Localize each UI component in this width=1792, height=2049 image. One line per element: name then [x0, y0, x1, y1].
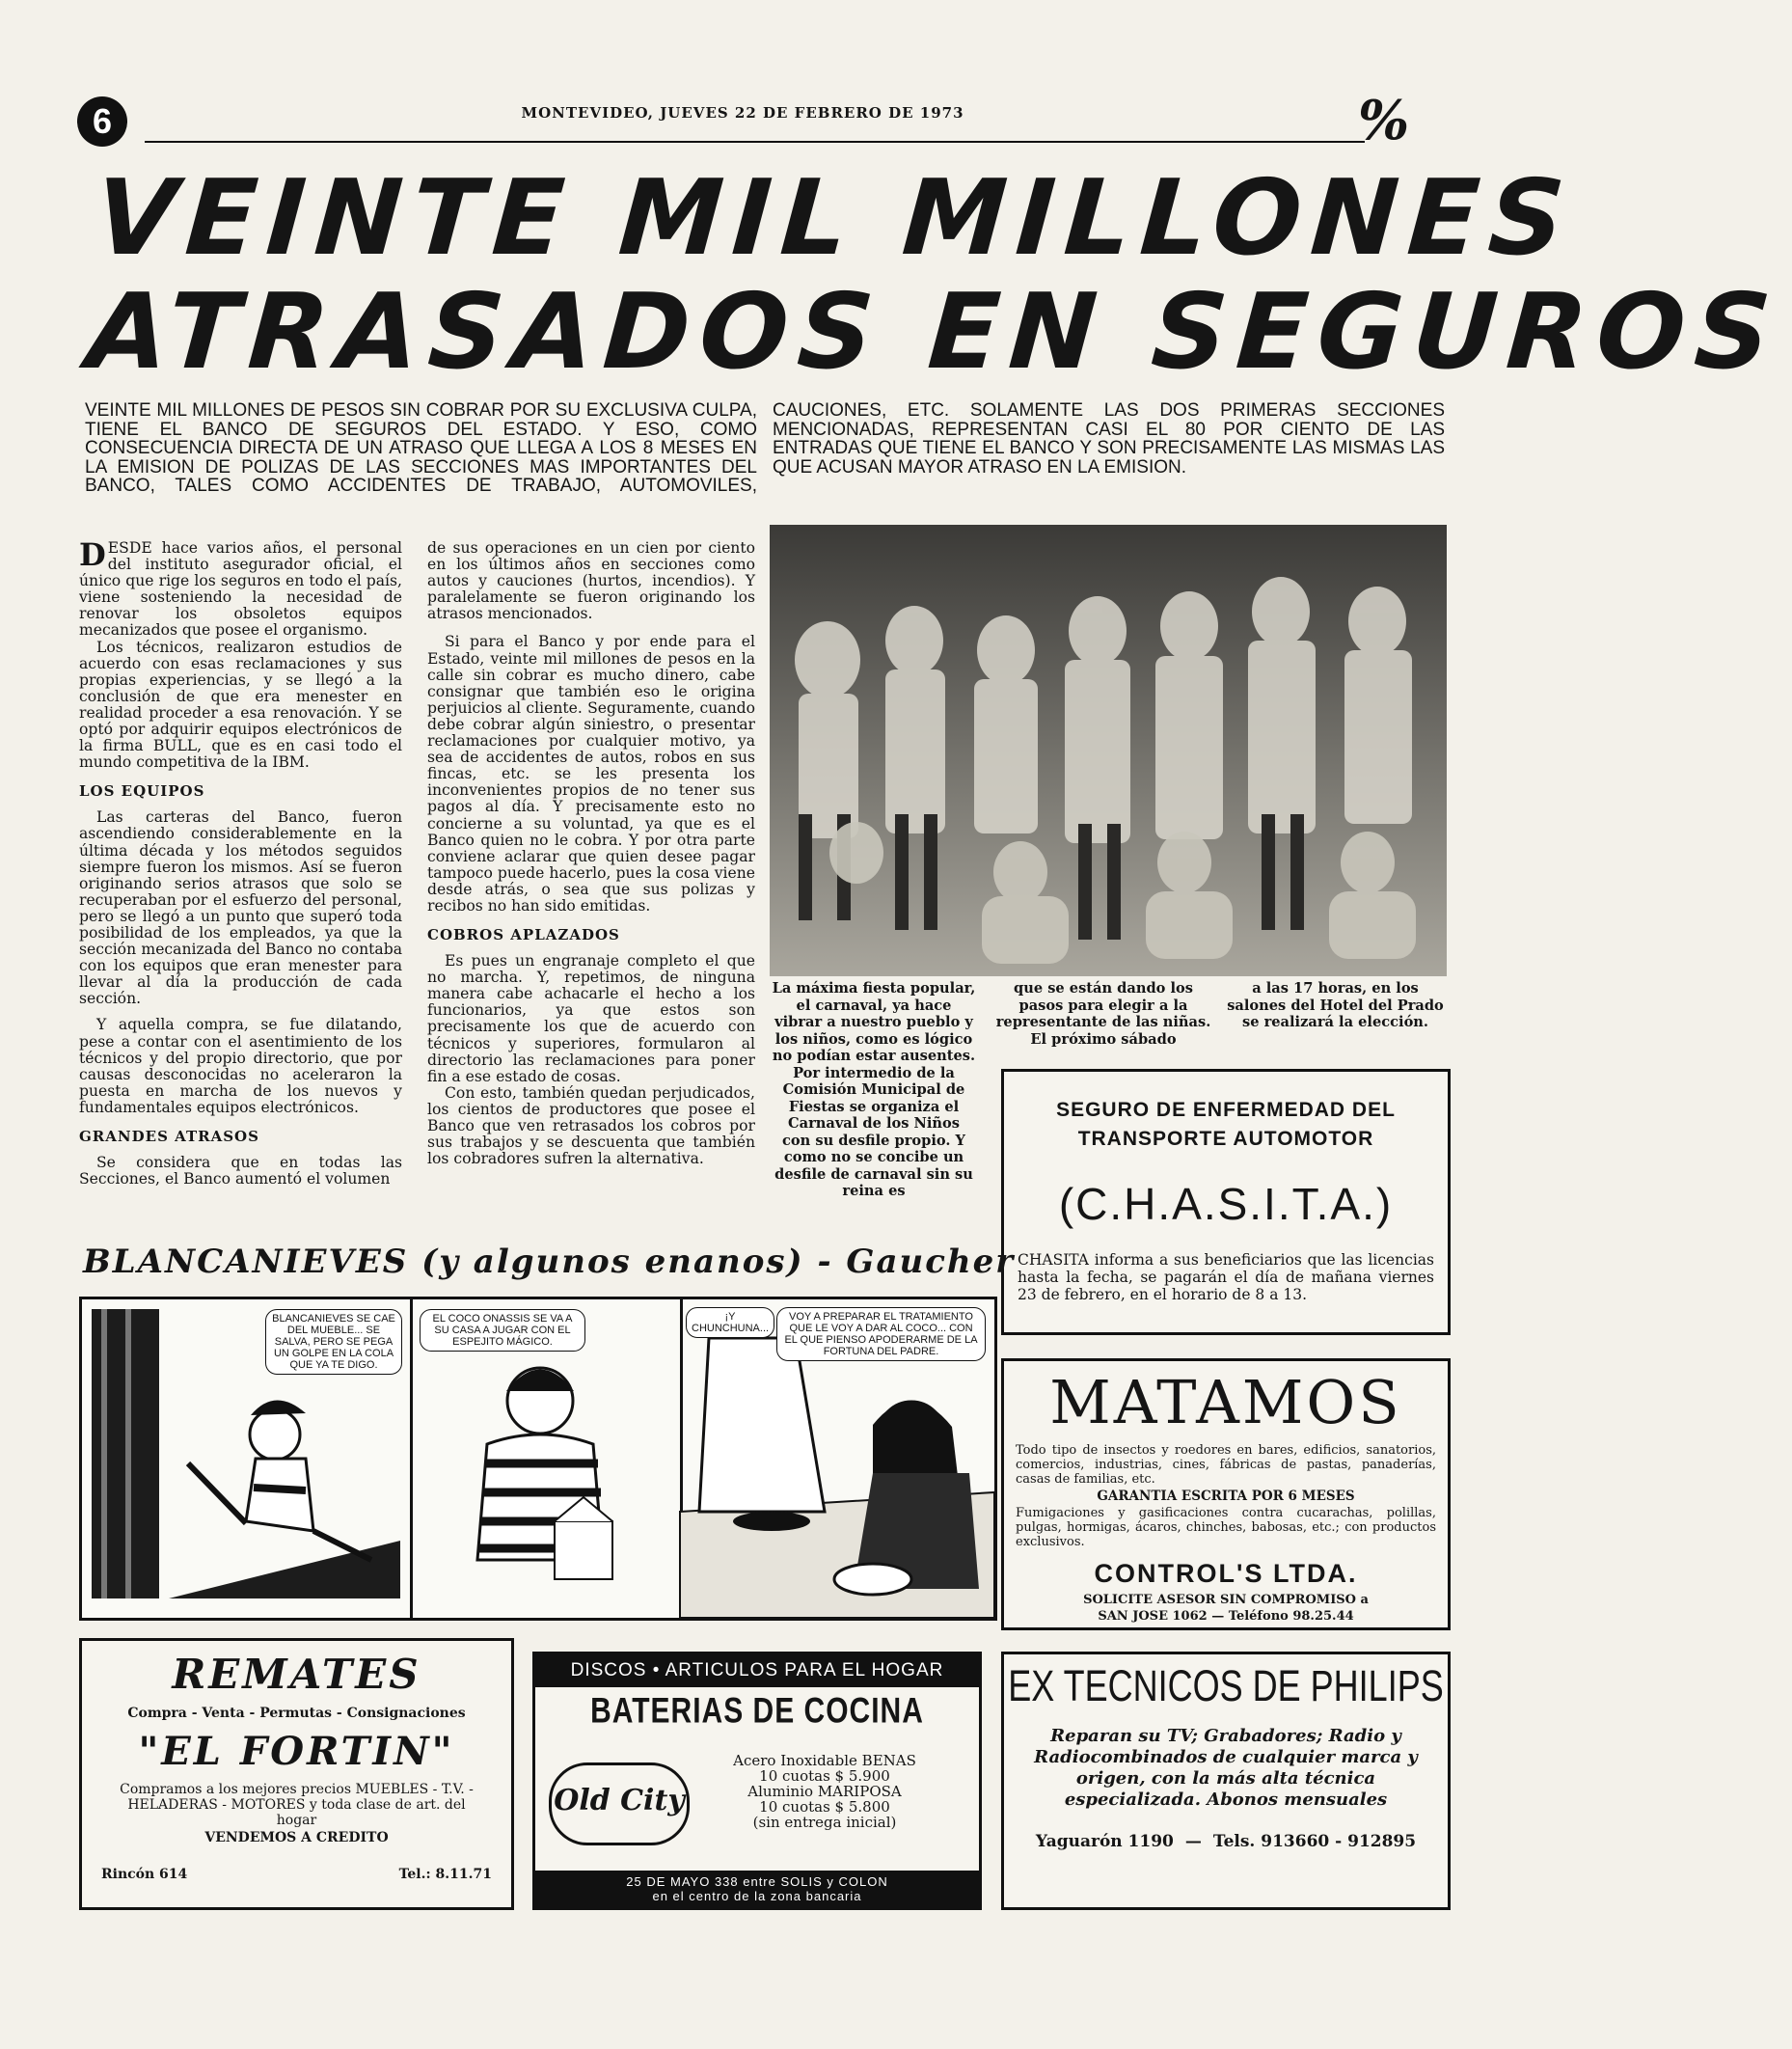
comic-bubble: VOY A PREPARAR EL TRATAMIENTO QUE LE VOY A DAR AL COCO... CON EL QUE PIENSO APODERARME DE LA FORTUNA DEL PADRE.: [776, 1307, 986, 1361]
ad-brand: (C.H.A.S.I.T.A.): [1058, 1179, 1394, 1229]
ad-phone: Teléfono 98.25.44: [1228, 1609, 1354, 1624]
page-number: 6: [77, 96, 127, 147]
ad-address-line: 25 DE MAYO 338 entre SOLIS y COLON: [626, 1874, 888, 1889]
ad-guarantee: GARANTIA ESCRITA POR 6 MESES: [1097, 1489, 1355, 1504]
ad-matamos: [1001, 1358, 1451, 1630]
ad-body: Fumigaciones y gasificaciones contra cucarachas, polillas, pulgas, hormigas, ácaros, chinches, babosas, etc.; con productos exclusivos.: [1016, 1506, 1436, 1549]
comic-panel-3: [680, 1299, 994, 1618]
ad-line: 10 cuotas $ 5.800: [759, 1798, 890, 1816]
ad-title: EX TECNICOS DE PHILIPS: [1008, 1660, 1444, 1710]
ad-line: 10 cuotas $ 5.900: [759, 1767, 890, 1785]
ad-services: Compra - Venta - Permutas - Consignaciones: [127, 1706, 466, 1721]
article-column-2: [427, 540, 755, 1167]
headline-line-2: ATRASADOS EN SEGUROS: [83, 272, 1784, 393]
article-paragraph: Y aquella compra, se fue dilatando, pese a contar con el asentimiento de los técnicos y del propio directorio, que por causas desconocidas no aceleraron la puesta en marcha de los nuevos y fundamentales equipos electrónicos.: [79, 1016, 402, 1116]
article-paragraph: ESDE hace varios años, el personal del instituto asegurador oficial, el único que rige los seguros en todo el país, viene sosteniendo la necesidad de renovar los obsoletos equipos mecanizados que posee el organismo.: [79, 539, 402, 640]
ad-address: SAN JOSE 1062: [1098, 1609, 1208, 1624]
photo-caption-2: que se están dando los pasos para elegir a la representante de las niñas. El próximo sábado: [995, 980, 1211, 1048]
article-deck: VEINTE MIL MILLONES DE PESOS SIN COBRAR POR SU EXCLUSIVA CULPA, TIENE EL BANCO DE SEGUROS DEL ESTADO. Y ESO, COMO CONSECUENCIA DIRECTA DE UN ATRASO QUE LLEGA A LOS 8 MESES EN LA EMISION DE POLIZAS DE LAS SECCIONES MAS IMPORTANTES DEL BANCO, TALES COMO ACCIDENTES DE TRABAJO, AUTOMOVILES, CAUCIONES, ETC. SOLAMENTE LAS DOS PRIMERAS SECCIONES MENCIONADAS, REPRESENTAN CASI EL 80 POR CIENTO DE LAS ENTRADAS QUE TIENE EL BANCO Y SON PRECISAMENTE LAS MISMAS LAS QUE ACUSAN MAYOR ATRASO EN LA EMISION.: [85, 400, 1445, 496]
dateline: MONTEVIDEO, JUEVES 22 DE FEBRERO DE 1973: [521, 104, 964, 122]
ad-line: Acero Inoxidable BENAS: [733, 1752, 916, 1769]
article-paragraph: Los técnicos, realizaron estudios de acuerdo con esas reclamaciones y sus propias experiencias, y se llegó a la conclusión de que era menester en realidad proceder a esa renovación. Y se optó por adquirir equipos electrónicos de la firma BULL, que es en casi todo el mundo competitiva de la IBM.: [79, 638, 402, 772]
ad-cta: SOLICITE ASESOR SIN COMPROMISO a: [1083, 1593, 1369, 1607]
ad-philips: [1001, 1652, 1451, 1910]
photo-caption-1: La máxima fiesta popular, el carnaval, ya hace vibrar a nuestro pueblo y los niños, como es lógico no podían estar ausentes. Por intermedio de la Comisión Municipal de Fiestas se organiza el Carnaval de los Niños con su desfile propio. Y como no se concibe un desfile de carnaval sin su reina es: [772, 980, 976, 1199]
article-paragraph: de sus operaciones en un cien por ciento en los últimos años en secciones como autos y cauciones (hurtos, incendios). Y paralelamente se fueron originando los atrasos mencionados.: [427, 539, 755, 623]
ad-chasita: [1001, 1069, 1451, 1335]
ad-footer: [101, 1867, 492, 1882]
old-city-logo: Old City: [549, 1762, 690, 1845]
headline: [83, 158, 1784, 393]
ad-old-city: [532, 1652, 982, 1910]
ad-title: BATERIAS DE COCINA: [590, 1690, 924, 1731]
ad-title: REMATES: [172, 1651, 421, 1698]
ad-title: TRANSPORTE AUTOMOTOR: [1077, 1128, 1374, 1150]
ad-body: Reparan su TV; Grabadores; Radio y Radiocombinados de cualquier marca y origen, con la más alta técnica especializada. Abonos mensuales: [1034, 1726, 1418, 1810]
comic-panel-2: [410, 1299, 683, 1618]
ad-address: Yaguarón 1190: [1035, 1832, 1174, 1851]
comic-bubble: EL COCO ONASSIS SE VA A SU CASA A JUGAR CON EL ESPEJITO MÁGICO.: [420, 1309, 585, 1352]
ad-footer: [1004, 1832, 1448, 1851]
photo-illustration: [770, 525, 1447, 976]
ad-phone: Tels. 913660 - 912895: [1212, 1832, 1417, 1851]
ad-remates: [79, 1638, 514, 1910]
ad-body: Compramos a los mejores precios MUEBLES - T.V. - HELADERAS - MOTORES y toda clase de art. del hogar: [120, 1782, 474, 1828]
article-paragraph: Si para el Banco y por ende para el Estado, veinte mil millones de pesos en la calle sin cobrar es mucho dinero, cabe consignar que también eso le origina perjuicios al cliente. Seguramente, cuando debe cobrar algún siniestro, o presentar reclamaciones por cualquier motivo, ya sea de accidentes de autos, robos en sus fincas, etc. se les presenta los inconvenientes propios de no tener sus pagos al día. Y precisamente esto no concierne a su voluntad, ya que es el Banco quien no le cobra. Y por otra parte conviene aclarar que quien desee pagar tampoco puede hacerlo, pues la cosa viene desde atrás, o sea que sus polizas y recibos no han sido emitidas.: [427, 633, 755, 915]
article-paragraph: Se considera que en todas las Secciones, el Banco aumentó el volumen: [79, 1154, 402, 1188]
ad-separator: —: [1184, 1832, 1202, 1851]
article-paragraph: Las carteras del Banco, fueron ascendiendo considerablemente en la última década y los métodos seguidos siempre fueron los mismos. Así se fueron originando serios atrasos que solo se recuperaban por el esfuerzo del personal, pero se llegó a un punto que superó toda posibilidad de los empleados, ya que la sección mecanizada del Banco no contaba con los equipos que eran menester para llevar al día la producción de cada sección.: [79, 808, 402, 1008]
comic-strip: [79, 1297, 997, 1621]
ad-company: CONTROL'S LTDA.: [1094, 1559, 1358, 1588]
comic-bubble: BLANCANIEVES SE CAE DEL MUEBLE... SE SALVA, PERO SE PEGA UN GOLPE EN LA COLA QUE YA TE DIGO.: [265, 1309, 402, 1375]
masthead-rule: [145, 141, 1365, 143]
comic-title: BLANCANIEVES (y algunos enanos) - Gaucher: [83, 1243, 1016, 1281]
article-column-1: [79, 536, 402, 1188]
ad-address: [535, 1871, 979, 1907]
ad-offers: [690, 1753, 960, 1830]
ad-line: Aluminio MARIPOSA: [747, 1783, 902, 1800]
section-heading: COBROS APLAZADOS: [427, 926, 620, 944]
section-heading: GRANDES ATRASOS: [79, 1128, 259, 1145]
photo-caption-3: a las 17 horas, en los salones del Hotel del Prado se realizará la elección.: [1227, 980, 1444, 1030]
comic-panel-1: [82, 1299, 413, 1618]
ad-address: Rincón 614: [101, 1867, 188, 1882]
ad-line: (sin entrega inicial): [752, 1814, 897, 1831]
section-heading: LOS EQUIPOS: [79, 782, 205, 801]
ad-phone: Tel.: 8.11.71: [398, 1867, 492, 1882]
dropcap: D: [79, 536, 106, 573]
ad-contact: SAN JOSE 1062 — Teléfono 98.25.44: [1098, 1609, 1354, 1624]
ad-address-line: en el centro de la zona bancaria: [652, 1889, 862, 1903]
article-paragraph: Con esto, también quedan perjudicados, los cientos de productores que posee el Banco que ven retrasados los cobros por sus trabajos y se descuenta que también los cobradores sufren la alternativa.: [427, 1083, 755, 1168]
ad-body: Todo tipo de insectos y roedores en bares, edificios, sanatorios, comercios, industrias, cines, fábricas de pastas, panaderías, casas de familias, etc.: [1016, 1443, 1436, 1487]
ad-brand: "EL FORTIN": [138, 1729, 455, 1774]
ad-banner: DISCOS • ARTICULOS PARA EL HOGAR: [535, 1654, 979, 1687]
ad-title: SEGURO DE ENFERMEDAD DEL: [1056, 1099, 1396, 1121]
headline-line-1: VEINTE MIL MILLONES: [91, 158, 1578, 279]
ad-brand: MATAMOS: [1049, 1367, 1402, 1437]
ad-sale: VENDEMOS A CREDITO: [204, 1830, 389, 1845]
logo-mark: %: [1358, 89, 1410, 152]
carnival-children-photo: [770, 525, 1447, 976]
article-paragraph: Es pues un engranaje completo el que no marcha. Y, repetimos, de ninguna manera cabe achacarle el hecho a los funcionarios, ya que estos son precisamente los que de acuerdo con técnicos y superiores, formularon al directorio las reclamaciones para poner fin a ese estado de cosas.: [427, 952, 755, 1085]
ad-body: CHASITA informa a sus beneficiarios que las licencias hasta la fecha, se pagarán el día de mañana viernes 23 de febrero, en el horario de 8 a 13.: [1018, 1251, 1434, 1303]
comic-bubble: ¡Y CHUNCHUNA...: [686, 1307, 774, 1338]
